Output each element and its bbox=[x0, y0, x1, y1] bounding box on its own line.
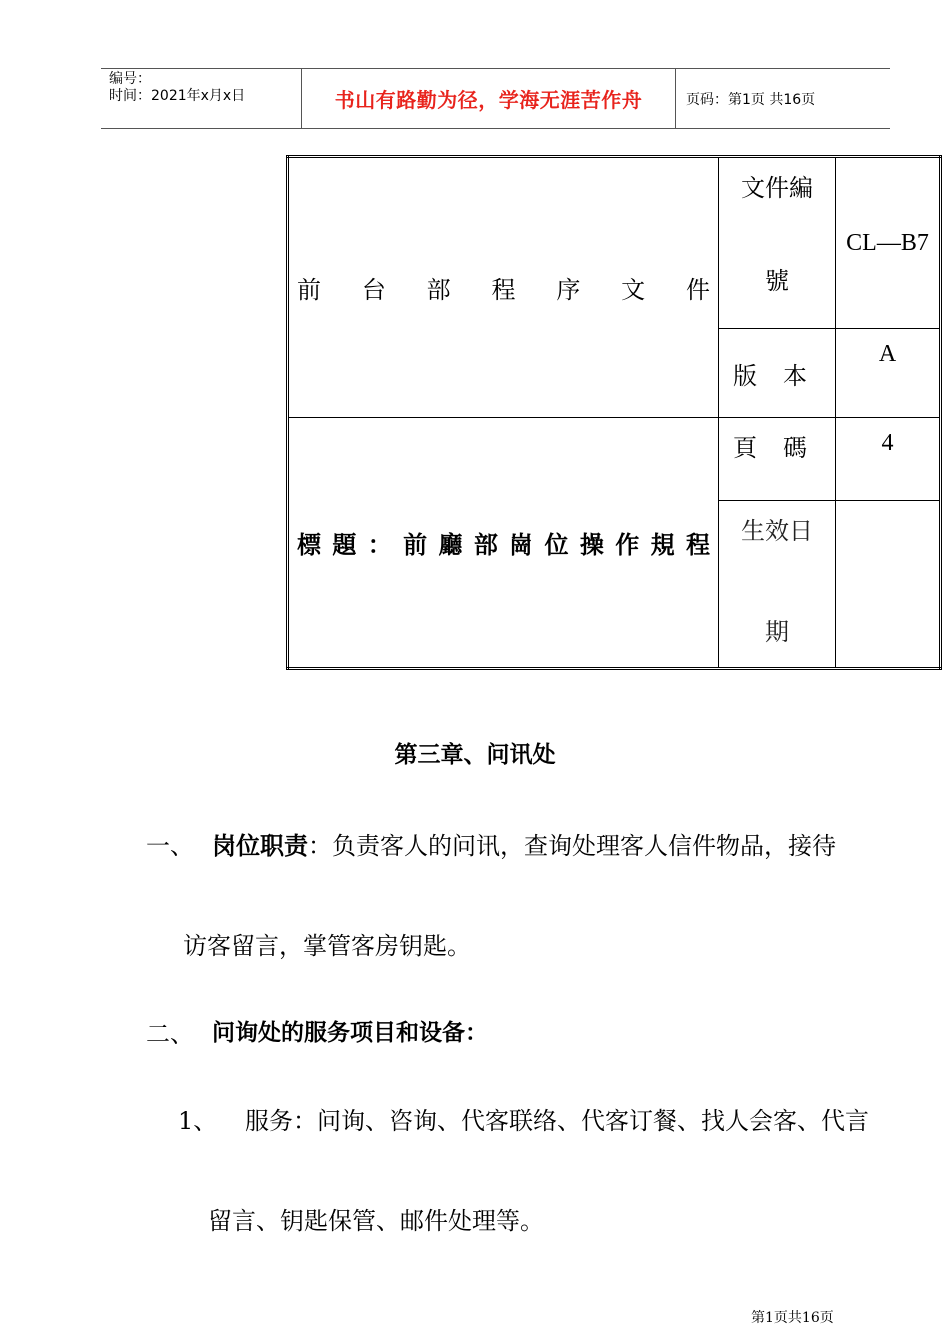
page-footer: 第1页共16页 bbox=[751, 1310, 834, 1326]
version-label-text: 版本 bbox=[733, 361, 833, 390]
chapter-title: 第三章、问讯处 bbox=[394, 742, 556, 768]
effective-date-value bbox=[836, 501, 941, 669]
section-2-heading: 问询处的服务项目和设备： bbox=[212, 1020, 488, 1046]
page-header bbox=[101, 68, 890, 129]
header-page-info: 页码：第1页 共16页 bbox=[686, 91, 816, 108]
time-label: 时间：2021年x月x日 bbox=[109, 88, 246, 104]
effective-date-label-line2: 期 bbox=[765, 618, 789, 646]
section-1-paragraph bbox=[212, 826, 836, 861]
doc-number-label-line2: 號 bbox=[765, 267, 789, 295]
doc-number-label bbox=[719, 157, 836, 329]
section-1-text: ：负责客人的问讯，查询处理客人信件物品，接待 bbox=[308, 832, 836, 860]
effective-date-label bbox=[719, 501, 836, 669]
page-value: 4 bbox=[836, 418, 941, 501]
doc-number-value: CL—B7 bbox=[836, 157, 941, 329]
doc-number-label-line1: 文件編 bbox=[741, 174, 813, 202]
page-label bbox=[719, 418, 836, 501]
item-1-text-cont: 留言、钥匙保管、邮件处理等。 bbox=[208, 1207, 544, 1235]
document-info-table bbox=[286, 155, 942, 670]
section-1-heading: 岗位职责 bbox=[212, 832, 308, 860]
department-doc-name: 前台部程序文件 bbox=[288, 157, 719, 418]
version-value: A bbox=[836, 329, 941, 418]
section-2-number: 二、 bbox=[146, 1020, 194, 1048]
effective-date-label-line1: 生效日 bbox=[741, 517, 813, 545]
page-label-text: 頁碼 bbox=[733, 434, 833, 462]
header-meta bbox=[101, 69, 301, 128]
version-label bbox=[719, 329, 836, 418]
section-1-text-cont: 访客留言，掌管客房钥匙。 bbox=[183, 932, 471, 960]
serial-label: 编号： bbox=[109, 71, 151, 87]
header-motto: 书山有路勤为径，学海无涯苦作舟 bbox=[334, 88, 643, 112]
item-1-number: 1、 bbox=[178, 1107, 218, 1135]
section-1-number: 一、 bbox=[146, 832, 194, 860]
document-title: 標題：前廳部崗位操作規程 bbox=[288, 418, 719, 669]
item-1-text: 服务：问询、咨询、代客联络、代客订餐、找人会客、代言 bbox=[245, 1107, 869, 1135]
